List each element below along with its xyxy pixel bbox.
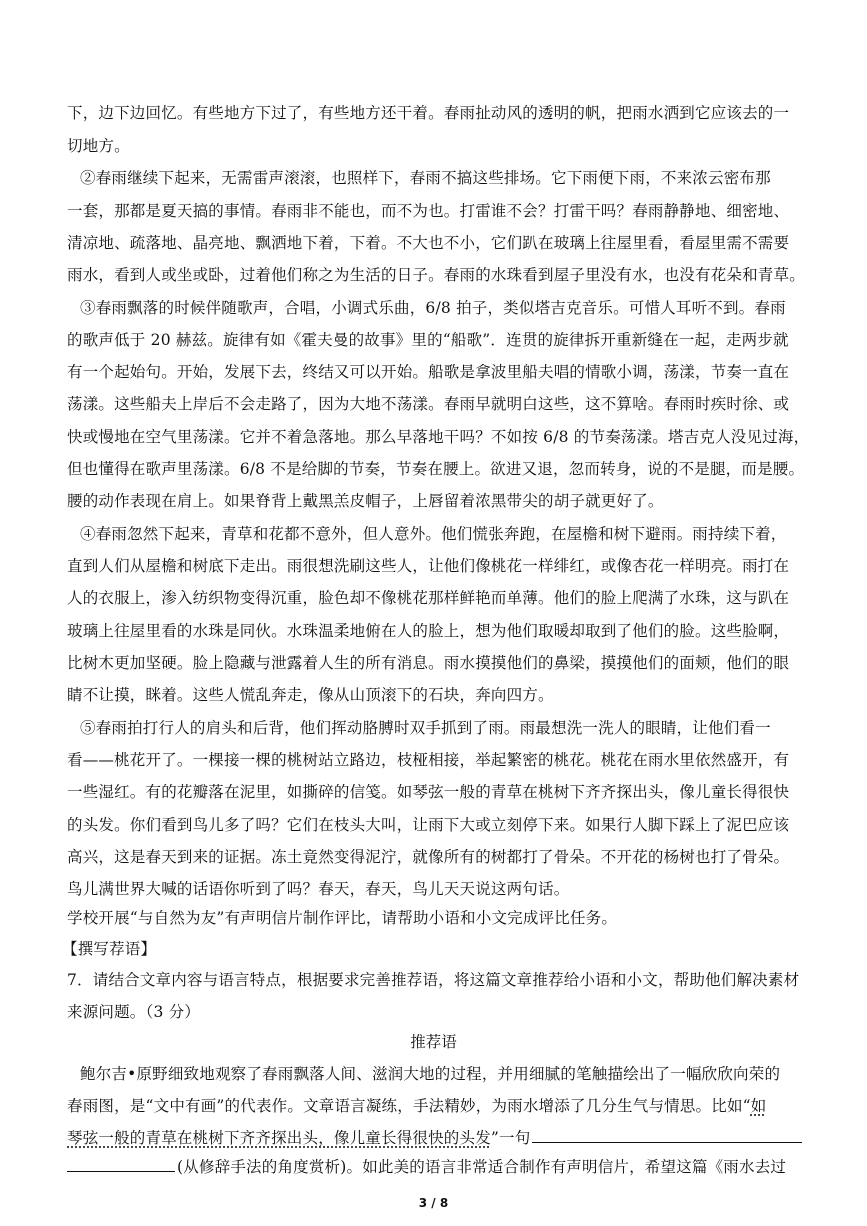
quoted-text: 如 bbox=[750, 1097, 767, 1115]
task-intro: 学校开展“与自然为友”有声明信片制作评比，请帮助小语和小文完成评比任务。 bbox=[67, 909, 618, 927]
passage-line: 一套，那都是夏天搞的事情。春雨非不能也，而不为也。打雷谁不会？打雷干吗？春雨静静地、细密地、 bbox=[67, 202, 790, 220]
recommendation-line bbox=[67, 1128, 807, 1148]
passage-line: 睛不让摸，眯着。这些人慌乱奔走，像从山顶滚下的石块，奔向四方。 bbox=[67, 686, 554, 704]
recommendation-text: ”一句 bbox=[490, 1129, 531, 1147]
passage-line: 比树木更加坚硬。脸上隐藏与泄露着人生的所有消息。雨水摸摸他们的鼻梁，摸摸他们的面颊，他们的眼 bbox=[67, 654, 790, 672]
passage-line: 看——桃花开了。一棵接一棵的桃树站立路边，枝桠相接，举起繁密的桃花。桃花在雨水里依然盛开，有 bbox=[67, 751, 790, 769]
passage-line: 切地方。 bbox=[67, 137, 130, 155]
recommendation-line bbox=[67, 1096, 807, 1116]
passage-line: 清凉地、疏落地、晶亮地、飘洒地下着，下着。不大也不小，它们趴在玻璃上往屋里看，看屋里需不需要 bbox=[67, 234, 790, 252]
passage-line: ②春雨继续下起来，无需雷声滚滚，也照样下，春雨不搞这些排场。它下雨便下雨，不来浓云密布那 bbox=[80, 169, 771, 187]
page-number: 3 / 8 bbox=[418, 1196, 449, 1210]
passage-line: 雨水，看到人或坐或卧，过着他们称之为生活的日子。春雨的水珠看到屋子里没有水，也没有花朵和青草。 bbox=[67, 266, 805, 284]
passage-line: 玻璃上往屋里看的水珠是同伙。水珠温柔地俯在人的脸上，想为他们取暖却取到了他们的脸。这些脸啊， bbox=[67, 622, 790, 640]
passage-line: 但也懂得在歌声里荡漾。6/8 不是给脚的节奏，节奏在腰上。欲进又退，忽而转身，说的不是腿，而是腰。 bbox=[67, 460, 805, 478]
passage-line: 的头发。你们看到鸟儿多了吗？它们在枝头大叫，让雨下大或立刻停下来。如果行人脚下踩上了泥巴应该 bbox=[67, 816, 790, 834]
passage-line: 鸟儿满世界大喊的话语你听到了吗？春天，春天，鸟儿天天说这两句话。 bbox=[67, 880, 570, 898]
recommendation-line bbox=[67, 1157, 807, 1177]
passage-line: 下，边下边回忆。有些地方下过了，有些地方还干着。春雨扯动风的透明的帆，把雨水洒到它应该去的一 bbox=[67, 104, 790, 122]
passage-line: 一些湿红。有的花瓣落在泥里，如撕碎的信笺。如琴弦一般的青草在桃树下齐齐探出头，像儿童长得很快 bbox=[67, 783, 790, 801]
passage-line: 的歌声低于 20 赫兹。旋律有如《霍夫曼的故事》里的“船歌”．连贯的旋律拆开重新缝在一起，走两步就 bbox=[67, 331, 789, 349]
recommendation-text: (从修辞手法的角度赏析)。如此美的语言非常适合制作有声明信片，希望这篇《雨水去过 bbox=[177, 1158, 787, 1176]
quoted-text: 琴弦一般的青草在桃树下齐齐探出头，像儿童长得很快的头发 bbox=[67, 1129, 491, 1147]
passage-line: 直到人们从屋檐和树底下走出。雨很想洗刷这些人，让他们像桃花一样绯红，或像杏花一样明亮。雨打在 bbox=[67, 557, 790, 575]
recommendation-text: 春雨图，是“文中有画”的代表作。文章语言凝练，手法精妙，为雨水增添了几分生气与情思。比如“ bbox=[67, 1097, 751, 1115]
recommendation-title: 推荐语 bbox=[410, 1033, 457, 1051]
answer-blank[interactable] bbox=[67, 1157, 175, 1172]
section-title: 【撰写荐语】 bbox=[62, 940, 157, 958]
answer-blank[interactable] bbox=[532, 1128, 802, 1143]
passage-line: 腰的动作表现在肩上。如果脊背上戴黑羔皮帽子，上唇留着浓黑带尖的胡子就更好了。 bbox=[67, 492, 664, 510]
question-7-text: 来源问题。（3 分） bbox=[67, 1003, 201, 1021]
passage-line: 人的衣服上，渗入纺织物变得沉重，脸色却不像桃花那样鲜艳而单薄。他们的脸上爬满了水珠，这与趴在 bbox=[67, 589, 790, 607]
passage-line: 高兴，这是春天到来的证据。冻土竟然变得泥泞，就像所有的树都打了骨朵。不开花的杨树也打了骨朵。 bbox=[67, 848, 790, 866]
recommendation-line: 鲍尔吉•原野细致地观察了春雨飘落人间、滋润大地的过程，并用细腻的笔触描绘出了一幅欣欣向荣的 bbox=[80, 1065, 781, 1083]
passage-line: ④春雨忽然下起来，青草和花都不意外，但人意外。他们慌张奔跑，在屋檐和树下避雨。雨持续下着， bbox=[80, 525, 787, 543]
passage-line: ⑤春雨拍打行人的肩头和后背，他们挥动胳膊时双手抓到了雨。雨最想洗一洗人的眼睛，让他们看一 bbox=[80, 719, 771, 737]
passage-line: 荡漾。这些船夫上岸后不会走路了，因为大地不荡漾。春雨早就明白这些，这不算啥。春雨时疾时徐、或 bbox=[67, 395, 790, 413]
question-7-text: 7．请结合文章内容与语言特点，根据要求完善推荐语，将这篇文章推荐给小语和小文，帮助他们解决素材 bbox=[67, 971, 800, 989]
passage-line: ③春雨飘落的时候伴随歌声，合唱，小调式乐曲，6/8 拍子，类似塔吉克音乐。可惜人耳听不到。春雨 bbox=[80, 299, 786, 317]
passage-line: 快或慢地在空气里荡漾。它并不着急落地。那么早落地干吗？不如按 6/8 的节奏荡漾。塔吉克人没见过海， bbox=[67, 428, 810, 446]
passage-line: 有一个起始句。开始，发展下去，终结又可以开始。船歌是拿波里船夫唱的情歌小调，荡漾，节奏一直在 bbox=[67, 363, 790, 381]
